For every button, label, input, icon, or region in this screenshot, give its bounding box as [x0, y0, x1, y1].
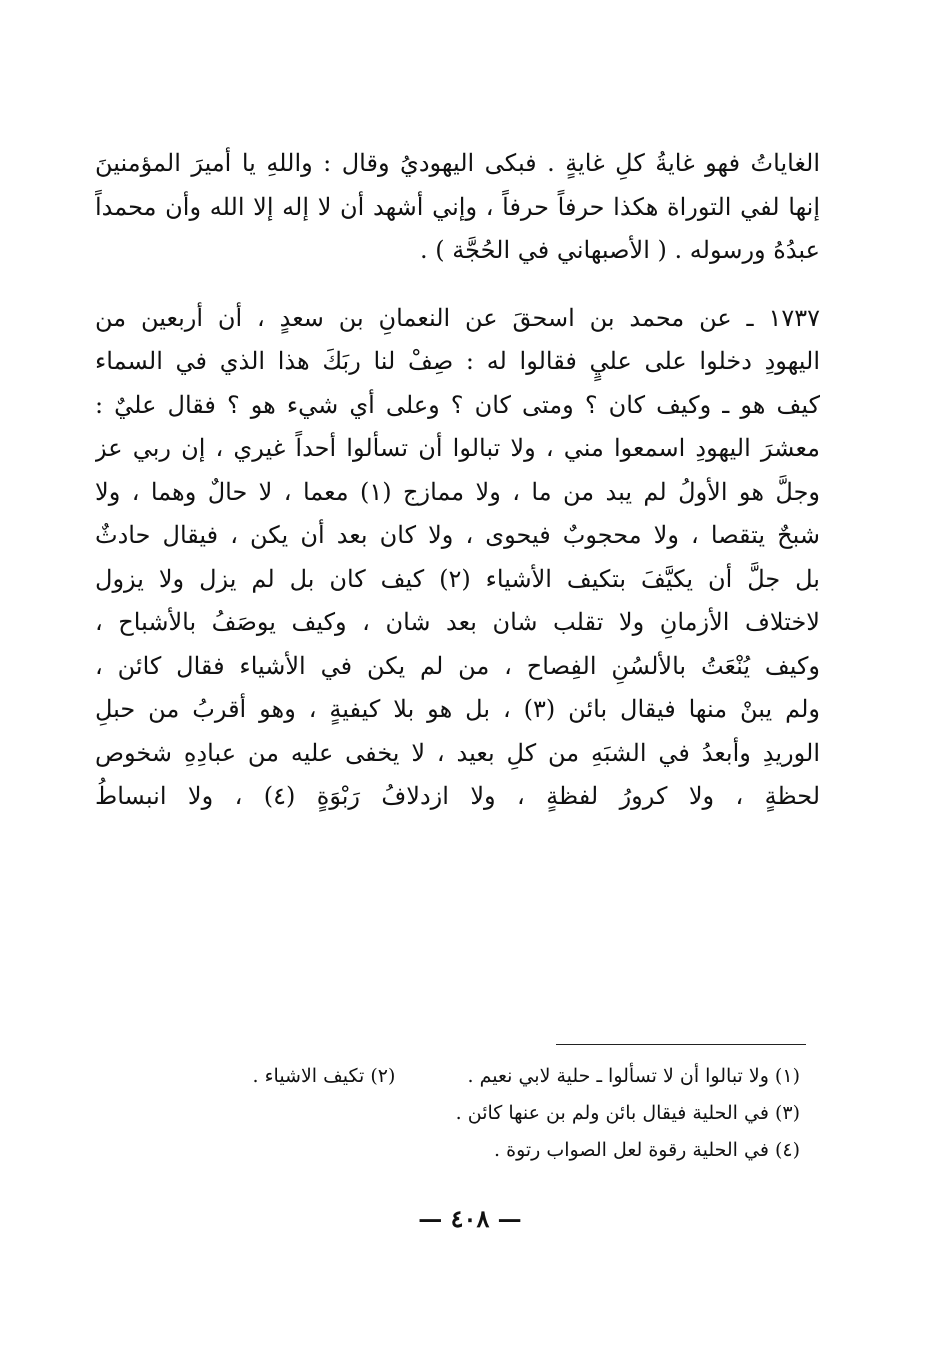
- footnotes: [120, 1058, 800, 1169]
- text-line: عبدُهُ ورسوله . ( الأصبهاني في الحُجَّة ) .: [420, 236, 820, 264]
- text-line: كيف هو ـ وكيف كان ؟ ومتى كان ؟ وعلى أي شيء هو ؟ فقال عليٌ :: [95, 390, 820, 419]
- text-line: شبحٌ يتقصا ، ولا محجوبٌ فيحوى ، ولا كان بعد أن يكن ، فيقال حادثٌ: [95, 521, 820, 549]
- paragraph-2: [95, 297, 820, 819]
- text-line: الغاياتُ فهو غايةُ كلِ غايةٍ . فبكى اليهوديُ وقال : واللهِ يا أميرَ المؤمنينَ: [95, 149, 820, 177]
- main-text: [95, 142, 820, 819]
- footnote-divider: [556, 1044, 806, 1045]
- footnote-4: (٤) في الحلية رقوة لعل الصواب رتوة .: [494, 1139, 800, 1161]
- text-line: لحظةٍ ، ولا كرورُ لفظةٍ ، ولا ازدلافُ رَبْوَةٍ (٤) ، ولا انبساطُ: [95, 782, 820, 810]
- text-line: إنها لفي التوراة هكذا حرفاً حرفاً ، وإني أشهد أن لا إله إلا الله وأن محمداً: [95, 192, 820, 221]
- text-line: معشرَ اليهودِ اسمعوا مني ، ولا تبالوا أن تسألوا أحداً غيري ، إن ربي عز: [95, 434, 820, 462]
- text-line: اليهودِ دخلوا على عليٍ فقالوا له : صِفْ لنا ربَكَ هذا الذي في السماء: [95, 347, 820, 375]
- footnote-3: (٣) في الحلية فيقال بائن ولم بن عنها كائن .: [455, 1102, 800, 1124]
- footnote-2: (٢) تكيف الاشياء .: [252, 1065, 396, 1087]
- text-line: بل جلَّ أن يكيَّفَ بتكيف الأشياء (٢) كيف كان بل لم يزل ولا يزول: [95, 564, 820, 593]
- text-line: الوريدِ وأبعدُ في الشبَهِ من كلِ بعيد ، لا يخفى عليه من عبادِهِ شخوص: [95, 738, 820, 767]
- text-line: وجلَّ هو الأولُ لم يبد من ما ، ولا ممازج (١) معما ، لا حالٌ وهما ، ولا: [95, 477, 820, 506]
- footnote-1: (١) ولا تبالوا أن لا تسألوا ـ حلية لابي نعيم .: [467, 1065, 800, 1087]
- text-line: ١٧٣٧ ـ عن محمد بن اسحقَ عن النعمانِ بن سعدٍ ، أن أربعين من: [95, 303, 820, 332]
- footnote-line: [120, 1058, 800, 1095]
- paragraph-gap: [95, 273, 820, 297]
- text-line: وكيف يُنْعَتُ بالألسُنِ الفِصاح ، من لم يكن في الأشياء فقال كائن ،: [95, 651, 820, 680]
- page-number: — ٤٠٨ —: [418, 1204, 522, 1233]
- paragraph-1: [95, 142, 820, 273]
- text-line: ولم يبنْ منها فيقال بائن (٣) ، بل هو بلا كيفيةٍ ، وهو أقربُ من حبلِ: [95, 695, 820, 723]
- text-line: لاختلاف الأزمانِ ولا تقلب شان بعد شان ، وكيف يوصَفُ بالأشباح ،: [95, 608, 820, 636]
